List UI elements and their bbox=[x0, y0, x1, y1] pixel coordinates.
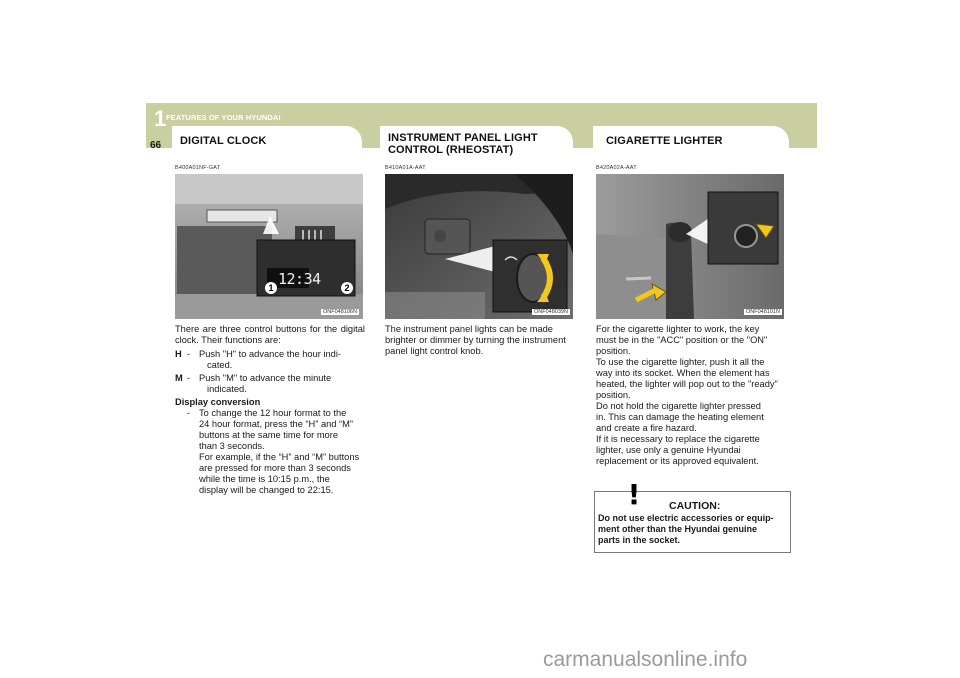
photo-id-lighter: ONF048101N bbox=[746, 309, 780, 315]
lighter-line: position. bbox=[596, 390, 631, 400]
lighter-line: must be in the "ACC" position or the "ON" bbox=[596, 335, 768, 345]
display-conversion-block bbox=[175, 408, 365, 496]
section-title-digital-clock: DIGITAL CLOCK bbox=[180, 135, 267, 147]
caution-line: parts in the socket. bbox=[598, 535, 681, 545]
section-title-rheostat-line2: CONTROL (RHEOSTAT) bbox=[388, 144, 514, 156]
display-conversion-line: than 3 seconds. bbox=[199, 441, 265, 451]
photo-rheostat bbox=[385, 174, 573, 319]
caution-text bbox=[598, 513, 787, 546]
display-conversion-heading: Display conversion bbox=[175, 397, 261, 407]
warning-icon bbox=[617, 478, 651, 510]
clock-item-m-line2: indicated. bbox=[207, 384, 247, 394]
section-tab-digital-clock bbox=[172, 126, 362, 156]
clock-item-h-key: H bbox=[175, 349, 182, 359]
lighter-line: heated, the lighter will pop out to the "ready" bbox=[596, 379, 778, 389]
dashboard-clock-illustration bbox=[175, 174, 363, 319]
display-conversion-line: display will be changed to 22:15. bbox=[199, 485, 334, 495]
clock-item-h bbox=[175, 349, 365, 371]
lighter-line: position. bbox=[596, 346, 631, 356]
clock-item-m-line1: Push "M" to advance the minute bbox=[199, 373, 332, 383]
display-conversion-line: are pressed for more than 3 seconds bbox=[199, 463, 351, 473]
lighter-line: replacement or its approved equivalent. bbox=[596, 456, 759, 466]
rheostat-text bbox=[385, 324, 577, 357]
section-title-rheostat-line1: INSTRUMENT PANEL LIGHT bbox=[388, 132, 538, 144]
display-conversion-line: To change the 12 hour format to the bbox=[199, 408, 347, 418]
lighter-line: To use the cigarette lighter, push it all the bbox=[596, 357, 765, 367]
display-conversion-line: 24 hour format, press the “H” and “M” bbox=[199, 419, 353, 429]
code-digital-clock: B400A01NF-GAT bbox=[175, 165, 221, 171]
digital-clock-intro: There are three control buttons for the digital clock. Their functions are: bbox=[175, 324, 365, 345]
chapter-number: 1 bbox=[154, 106, 167, 131]
clock-item-m bbox=[175, 373, 365, 395]
caution-line: ment other than the Hyundai genuine bbox=[598, 524, 758, 534]
clock-display: 12:34 bbox=[278, 270, 321, 288]
caution-line: Do not use electric accessories or equip- bbox=[598, 513, 774, 523]
caution-box bbox=[594, 478, 791, 553]
lighter-line: Do not hold the cigarette lighter pressed bbox=[596, 401, 761, 411]
display-conversion-line: while the time is 10:15 p.m., the bbox=[199, 474, 330, 484]
callout-2: 2 bbox=[341, 282, 353, 294]
rheostat-line: The instrument panel lights can be made bbox=[385, 324, 553, 334]
lighter-line: If it is necessary to replace the cigarette bbox=[596, 434, 760, 444]
clock-item-h-dash: - bbox=[187, 349, 191, 359]
photo-lighter bbox=[596, 174, 784, 319]
lighter-line: For the cigarette lighter to work, the key bbox=[596, 324, 760, 334]
lighter-line: in. This can damage the heating element bbox=[596, 412, 764, 422]
page-number: 66 bbox=[150, 140, 162, 151]
section-tab-lighter bbox=[593, 126, 789, 156]
lighter-line: lighter, use only a genuine Hyundai bbox=[596, 445, 741, 455]
photo-digital-clock bbox=[175, 174, 363, 319]
clock-item-m-key: M bbox=[175, 373, 183, 383]
rheostat-line: panel light control knob. bbox=[385, 346, 484, 356]
code-lighter: B420A02A-AAT bbox=[596, 165, 637, 171]
digital-clock-text bbox=[175, 324, 365, 496]
rheostat-knob-illustration bbox=[385, 174, 573, 319]
photo-id-rheostat: ONF048039N bbox=[534, 309, 568, 315]
rheostat-line: brighter or dimmer by turning the instrument bbox=[385, 335, 566, 345]
cigarette-lighter-illustration bbox=[596, 174, 784, 319]
watermark: carmanualsonline.info bbox=[543, 648, 748, 671]
display-conversion-line: buttons at the same time for more bbox=[199, 430, 338, 440]
section-title-lighter: CIGARETTE LIGHTER bbox=[606, 135, 723, 147]
display-conversion-dash: - bbox=[187, 408, 191, 418]
lighter-line: way into its socket. When the element has bbox=[596, 368, 770, 378]
section-tab-rheostat bbox=[380, 126, 573, 158]
callout-1: 1 bbox=[265, 282, 277, 294]
clock-item-h-line2: cated. bbox=[207, 360, 233, 370]
photo-id-digital-clock: ONF048106N bbox=[323, 309, 357, 315]
lighter-text bbox=[596, 324, 790, 467]
clock-item-m-dash: - bbox=[187, 373, 191, 383]
clock-item-h-line1: Push "H" to advance the hour indi- bbox=[199, 349, 342, 359]
display-conversion-line: For example, if the “H” and “M” buttons bbox=[199, 452, 360, 462]
chapter-title: FEATURES OF YOUR HYUNDAI bbox=[166, 113, 281, 122]
code-rheostat: B410A01A-AAT bbox=[385, 165, 426, 171]
svg-text:!: ! bbox=[627, 478, 641, 510]
lighter-line: and create a fire hazard. bbox=[596, 423, 697, 433]
caution-title: CAUTION: bbox=[669, 500, 721, 512]
